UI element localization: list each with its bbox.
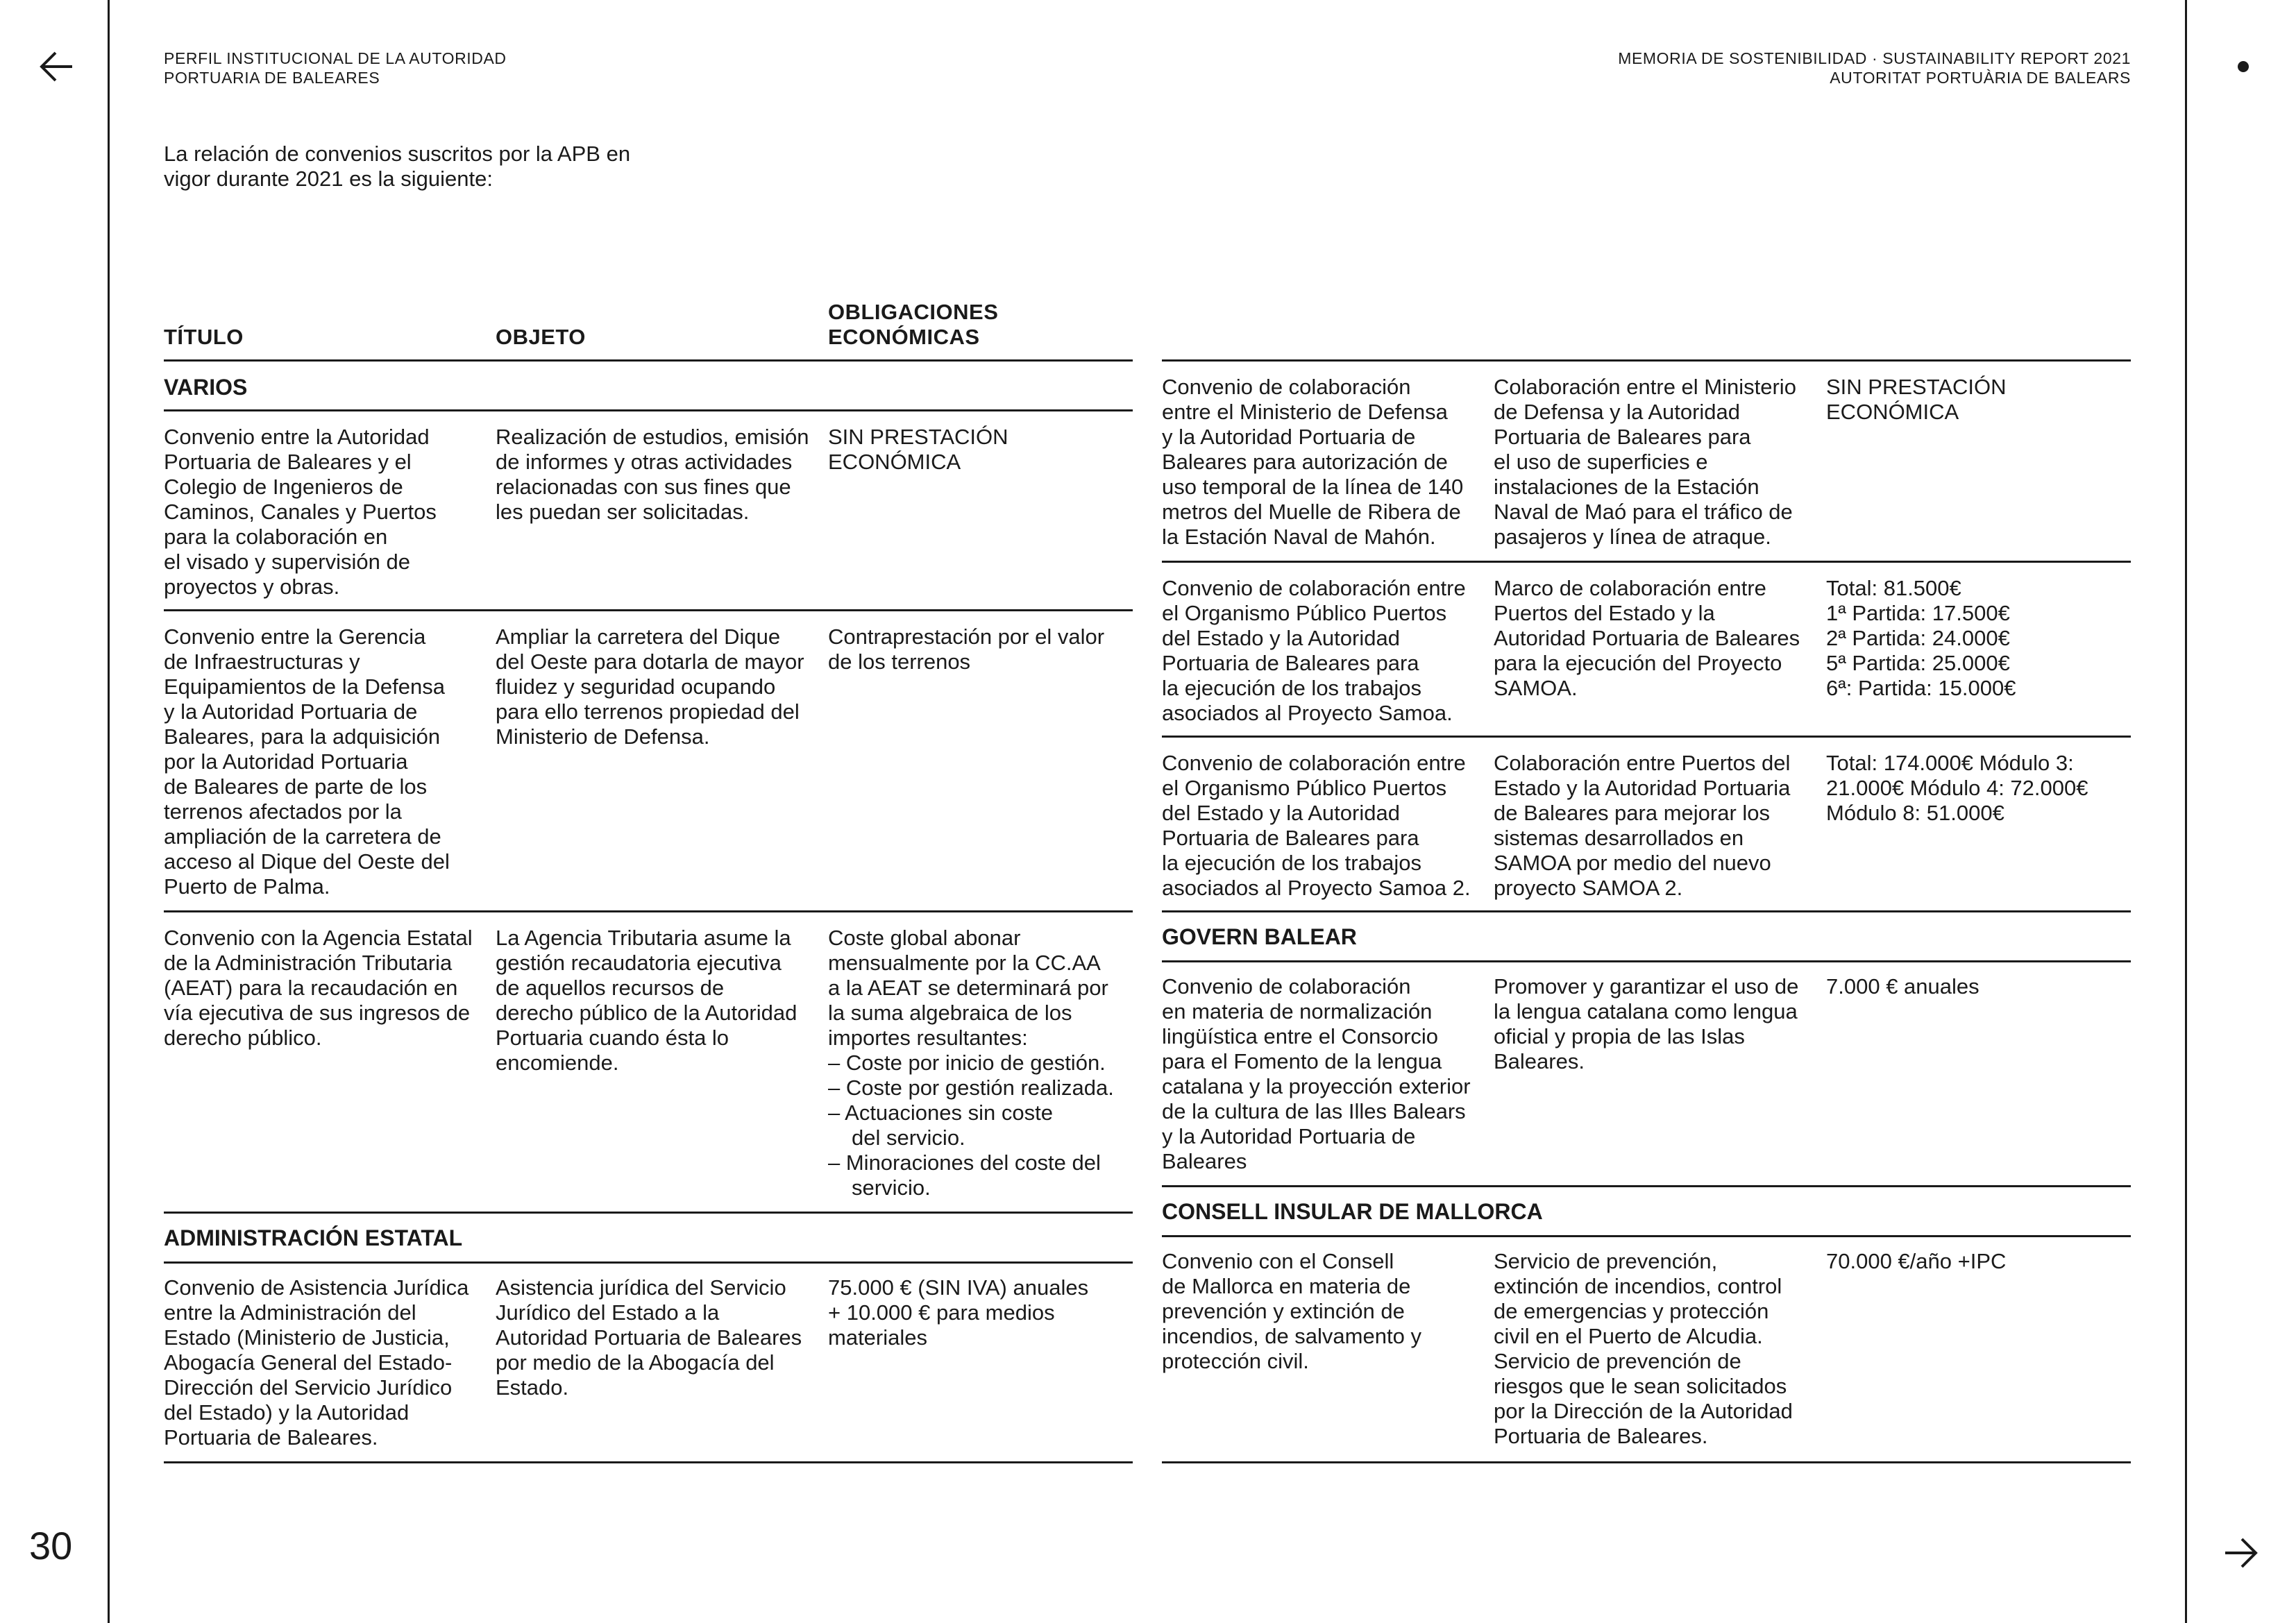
cell-line: Colaboración entre el Ministerio bbox=[1494, 375, 1796, 399]
cell-line: 2ª Partida: 24.000€ bbox=[1826, 626, 2010, 650]
cell-line: encomiende. bbox=[496, 1051, 619, 1075]
cell-line: Convenio con la Agencia Estatal bbox=[164, 926, 473, 950]
cell-line: para ello terrenos propiedad del bbox=[496, 699, 800, 724]
cell-line: oficial y propia de las Islas bbox=[1494, 1024, 1745, 1048]
cell-line: para la ejecución del Proyecto bbox=[1494, 651, 1782, 675]
bullet-line: – Coste por inicio de gestión. bbox=[828, 1051, 1106, 1075]
cell-line: Portuaria de Baleares. bbox=[164, 1425, 378, 1450]
cell-line: la ejecución de los trabajos bbox=[1162, 676, 1421, 700]
table-cell-obligaciones bbox=[1826, 576, 2016, 701]
right-margin-line bbox=[2185, 0, 2187, 1623]
cell-line: Estado (Ministerio de Justicia, bbox=[164, 1325, 450, 1350]
cell-line: derecho público de la Autoridad bbox=[496, 1001, 797, 1025]
table-rule bbox=[164, 609, 1133, 611]
bullet-line: – Coste por gestión realizada. bbox=[828, 1076, 1114, 1100]
cell-line: Autoridad Portuaria de Baleares bbox=[496, 1325, 802, 1350]
cell-line: catalana y la proyección exterior bbox=[1162, 1074, 1471, 1098]
table-cell-obligaciones bbox=[1826, 1249, 2006, 1274]
section-varios: VARIOS bbox=[164, 375, 248, 400]
cell-line: instalaciones de la Estación bbox=[1494, 475, 1759, 499]
section-administracion-estatal: ADMINISTRACIÓN ESTATAL bbox=[164, 1225, 463, 1250]
cell-line: en materia de normalización bbox=[1162, 999, 1433, 1023]
left-margin-line bbox=[108, 0, 110, 1623]
cell-line: el visado y supervisión de bbox=[164, 550, 410, 574]
cell-line: del Estado y la Autoridad bbox=[1162, 626, 1400, 650]
table-rule bbox=[164, 910, 1133, 912]
table-rule bbox=[1162, 736, 2131, 738]
table-cell-objeto bbox=[496, 624, 804, 749]
cell-line: civil en el Puerto de Alcudia. bbox=[1494, 1324, 1763, 1348]
cell-line: Caminos, Canales y Puertos bbox=[164, 500, 437, 524]
cell-line: para el Fomento de la lengua bbox=[1162, 1049, 1442, 1073]
cell-line: riesgos que le sean solicitados bbox=[1494, 1374, 1787, 1398]
cell-line: Convenio de colaboración bbox=[1162, 974, 1411, 999]
cell-line: pasajeros y línea de atraque. bbox=[1494, 525, 1771, 549]
cell-line: Ampliar la carretera del Dique bbox=[496, 624, 781, 649]
header-right-line1: MEMORIA DE SOSTENIBILIDAD · SUSTAINABILITY REPORT 2021 bbox=[1618, 49, 2131, 67]
cell-line: Colaboración entre Puertos del bbox=[1494, 751, 1791, 775]
table-cell-titulo bbox=[164, 624, 450, 899]
cell-line: Autoridad Portuaria de Baleares bbox=[1494, 626, 1800, 650]
cell-line: Marco de colaboración entre bbox=[1494, 576, 1766, 600]
cell-line: 6ª: Partida: 15.000€ bbox=[1826, 676, 2016, 700]
table-cell-obligaciones bbox=[828, 926, 1114, 1200]
cell-line: de Infraestructuras y bbox=[164, 649, 360, 674]
cell-line: acceso al Dique del Oeste del bbox=[164, 849, 450, 874]
cell-line: Baleares para autorización de bbox=[1162, 450, 1448, 474]
arrow-right-icon[interactable] bbox=[2224, 1536, 2260, 1570]
column-header-obligaciones bbox=[828, 300, 998, 350]
cell-line: Realización de estudios, emisión bbox=[496, 425, 809, 449]
cell-line: prevención y extinción de bbox=[1162, 1299, 1405, 1323]
cell-line: gestión recaudatoria ejecutiva bbox=[496, 951, 782, 975]
cell-line: Portuaria de Baleares. bbox=[1494, 1424, 1708, 1448]
header-right-line2: AUTORITAT PORTUÀRIA DE BALEARS bbox=[1830, 69, 2131, 87]
cell-line: Convenio de colaboración bbox=[1162, 375, 1411, 399]
table-cell-objeto bbox=[1494, 974, 1798, 1074]
cell-line: de la Administración Tributaria bbox=[164, 951, 453, 975]
table-cell-objeto bbox=[1494, 751, 1790, 901]
cell-line: relacionadas con sus fines que bbox=[496, 475, 791, 499]
table-cell-obligaciones bbox=[1826, 375, 2007, 425]
cell-line: ampliación de la carretera de bbox=[164, 824, 441, 849]
cell-line: 1ª Partida: 17.500€ bbox=[1826, 601, 2010, 625]
cell-line: Convenio entre la Autoridad bbox=[164, 425, 430, 449]
cell-line: y la Autoridad Portuaria de bbox=[1162, 425, 1416, 449]
cell-line: la lengua catalana como lengua bbox=[1494, 999, 1798, 1023]
column-header-titulo: TÍTULO bbox=[164, 325, 244, 349]
cell-line: por la Dirección de la Autoridad bbox=[1494, 1399, 1793, 1423]
table-cell-titulo bbox=[1162, 1249, 1421, 1374]
cell-line: sistemas desarrollados en bbox=[1494, 826, 1744, 850]
cell-line: la suma algebraica de los bbox=[828, 1001, 1072, 1025]
cell-line: Portuaria de Baleares para bbox=[1494, 425, 1751, 449]
cell-line: les puedan ser solicitadas. bbox=[496, 500, 750, 524]
table-rule bbox=[1162, 1185, 2131, 1187]
cell-line: ECONÓMICA bbox=[828, 450, 961, 474]
cell-line: Portuaria cuando ésta lo bbox=[496, 1026, 729, 1050]
cell-line: de la cultura de las Illes Balears bbox=[1162, 1099, 1466, 1123]
cell-line: derecho público. bbox=[164, 1026, 322, 1050]
cell-line: ECONÓMICA bbox=[1826, 400, 1959, 424]
cell-line: Convenio de colaboración entre bbox=[1162, 751, 1466, 775]
section-govern-balear: GOVERN BALEAR bbox=[1162, 924, 1357, 949]
cell-line: Abogacía General del Estado- bbox=[164, 1350, 453, 1375]
cell-line: SIN PRESTACIÓN bbox=[1826, 375, 2007, 399]
cell-line: Convenio de Asistencia Jurídica bbox=[164, 1275, 469, 1300]
table-cell-obligaciones bbox=[1826, 751, 2088, 826]
bullet-line: – Minoraciones del coste del bbox=[828, 1150, 1101, 1175]
table-rule bbox=[164, 1461, 1133, 1463]
table-rule bbox=[1162, 910, 2131, 912]
cell-line: 70.000 €/año +IPC bbox=[1826, 1249, 2007, 1273]
cell-line: proyectos y obras. bbox=[164, 575, 340, 599]
cell-line: Convenio entre la Gerencia bbox=[164, 624, 426, 649]
column-header-objeto: OBJETO bbox=[496, 325, 586, 349]
cell-line: Convenio de colaboración entre bbox=[1162, 576, 1466, 600]
table-cell-obligaciones bbox=[828, 624, 1104, 674]
cell-line: Jurídico del Estado a la bbox=[496, 1300, 720, 1325]
cell-line: del Estado y la Autoridad bbox=[1162, 801, 1400, 825]
cell-line: Contraprestación por el valor bbox=[828, 624, 1105, 649]
cell-line: Módulo 8: 51.000€ bbox=[1826, 801, 2004, 825]
table-cell-titulo bbox=[1162, 751, 1471, 901]
cell-line: de emergencias y protección bbox=[1494, 1299, 1769, 1323]
cell-line: entre el Ministerio de Defensa bbox=[1162, 400, 1448, 424]
cell-line: 21.000€ Módulo 4: 72.000€ bbox=[1826, 776, 2088, 800]
table-rule bbox=[164, 409, 1133, 411]
cell-line: Puerto de Palma. bbox=[164, 874, 330, 899]
table-cell-objeto bbox=[1494, 1249, 1793, 1449]
cell-line: proyecto SAMOA 2. bbox=[1494, 876, 1683, 900]
table-cell-objeto bbox=[496, 926, 797, 1076]
cell-line: Baleares, para la adquisición bbox=[164, 724, 441, 749]
table-cell-titulo bbox=[164, 926, 473, 1051]
cell-line: de informes y otras actividades bbox=[496, 450, 793, 474]
table-rule bbox=[1162, 960, 2131, 962]
cell-line: Servicio de prevención de bbox=[1494, 1349, 1741, 1373]
cell-line: extinción de incendios, control bbox=[1494, 1274, 1782, 1298]
arrow-left-icon[interactable] bbox=[37, 50, 74, 83]
cell-line: a la AEAT se determinará por bbox=[828, 976, 1108, 1000]
column-header-obligaciones-line1: OBLIGACIONES bbox=[828, 300, 999, 324]
table-rule bbox=[164, 359, 1133, 362]
cell-line: por medio de la Abogacía del bbox=[496, 1350, 775, 1375]
table-cell-objeto bbox=[1494, 375, 1796, 550]
cell-line: metros del Muelle de Ribera de bbox=[1162, 500, 1461, 524]
table-rule bbox=[1162, 561, 2131, 563]
table-cell-obligaciones bbox=[828, 1275, 1088, 1350]
table-cell-objeto bbox=[496, 425, 809, 525]
page-number: 30 bbox=[29, 1524, 73, 1567]
cell-line: incendios, de salvamento y bbox=[1162, 1324, 1421, 1348]
table-cell-obligaciones bbox=[828, 425, 1008, 475]
cell-line: materiales bbox=[828, 1325, 927, 1350]
cell-line: 7.000 € anuales bbox=[1826, 974, 1980, 999]
table-rule bbox=[1162, 1235, 2131, 1237]
cell-line: Colegio de Ingenieros de bbox=[164, 475, 403, 499]
cell-line: la Estación Naval de Mahón. bbox=[1162, 525, 1436, 549]
cell-line: Portuaria de Baleares para bbox=[1162, 651, 1419, 675]
table-cell-titulo bbox=[1162, 576, 1466, 726]
table-cell-obligaciones bbox=[1826, 974, 1980, 999]
cell-line: asociados al Proyecto Samoa. bbox=[1162, 701, 1453, 725]
cell-line: Servicio de prevención, bbox=[1494, 1249, 1718, 1273]
cell-line: mensualmente por la CC.AA bbox=[828, 951, 1101, 975]
cell-line: Total: 81.500€ bbox=[1826, 576, 1961, 600]
cell-line: Baleares. bbox=[1494, 1049, 1585, 1073]
table-cell-objeto bbox=[496, 1275, 802, 1400]
header-left-line2: PORTUARIA DE BALEARES bbox=[164, 69, 380, 87]
cell-line: (AEAT) para la recaudación en bbox=[164, 976, 458, 1000]
cell-line: asociados al Proyecto Samoa 2. bbox=[1162, 876, 1471, 900]
cell-line: de Defensa y la Autoridad bbox=[1494, 400, 1741, 424]
cell-line: 75.000 € (SIN IVA) anuales bbox=[828, 1275, 1089, 1300]
bullet-line: servicio. bbox=[852, 1175, 931, 1200]
table-rule bbox=[1162, 359, 2131, 362]
cell-line: terrenos afectados por la bbox=[164, 799, 402, 824]
cell-line: Ministerio de Defensa. bbox=[496, 724, 710, 749]
table-cell-titulo bbox=[164, 1275, 469, 1450]
cell-line: y la Autoridad Portuaria de bbox=[164, 699, 418, 724]
cell-line: el uso de superficies e bbox=[1494, 450, 1708, 474]
cell-line: de Mallorca en materia de bbox=[1162, 1274, 1411, 1298]
cell-line: Estado. bbox=[496, 1375, 569, 1400]
cell-line: por la Autoridad Portuaria bbox=[164, 749, 408, 774]
cell-line: el Organismo Público Puertos bbox=[1162, 776, 1447, 800]
cell-line: uso temporal de la línea de 140 bbox=[1162, 475, 1464, 499]
cell-line: el Organismo Público Puertos bbox=[1162, 601, 1447, 625]
cell-line: Estado y la Autoridad Portuaria bbox=[1494, 776, 1791, 800]
cell-line: para la colaboración en bbox=[164, 525, 388, 549]
header-right bbox=[1618, 49, 2131, 87]
cell-line: vía ejecutiva de sus ingresos de bbox=[164, 1001, 471, 1025]
cell-line: de los terrenos bbox=[828, 649, 971, 674]
cell-line: Convenio con el Consell bbox=[1162, 1249, 1394, 1273]
cell-line: de aquellos recursos de bbox=[496, 976, 725, 1000]
cell-line: protección civil. bbox=[1162, 1349, 1309, 1373]
section-consell-insular: CONSELL INSULAR DE MALLORCA bbox=[1162, 1199, 1543, 1224]
cell-line: + 10.000 € para medios bbox=[828, 1300, 1055, 1325]
cell-line: de Baleares para mejorar los bbox=[1494, 801, 1771, 825]
cell-line: SIN PRESTACIÓN bbox=[828, 425, 1008, 449]
cell-line: Puertos del Estado y la bbox=[1494, 601, 1715, 625]
cell-line: Naval de Maó para el tráfico de bbox=[1494, 500, 1793, 524]
bullet-line: del servicio. bbox=[852, 1125, 965, 1150]
table-cell-titulo bbox=[1162, 974, 1471, 1174]
intro-line: vigor durante 2021 es la siguiente: bbox=[164, 167, 493, 191]
intro-paragraph bbox=[164, 142, 664, 192]
cell-line: Asistencia jurídica del Servicio bbox=[496, 1275, 786, 1300]
cell-line: SAMOA por medio del nuevo bbox=[1494, 851, 1771, 875]
table-rule bbox=[1162, 1461, 2131, 1463]
intro-line: La relación de convenios suscritos por la APB en bbox=[164, 142, 631, 166]
cell-line: de Baleares de parte de los bbox=[164, 774, 428, 799]
cell-line: y la Autoridad Portuaria de bbox=[1162, 1124, 1416, 1148]
cell-line: entre la Administración del bbox=[164, 1300, 416, 1325]
table-cell-titulo bbox=[164, 425, 437, 600]
page-indicator-dot bbox=[2238, 61, 2249, 72]
cell-line: Dirección del Servicio Jurídico bbox=[164, 1375, 453, 1400]
cell-line: Portuaria de Baleares para bbox=[1162, 826, 1419, 850]
cell-line: Equipamientos de la Defensa bbox=[164, 674, 445, 699]
table-cell-titulo bbox=[1162, 375, 1463, 550]
cell-line: Portuaria de Baleares y el bbox=[164, 450, 412, 474]
cell-line: Coste global abonar bbox=[828, 926, 1021, 950]
cell-line: La Agencia Tributaria asume la bbox=[496, 926, 791, 950]
cell-line: importes resultantes: bbox=[828, 1026, 1028, 1050]
bullet-line: – Actuaciones sin coste bbox=[828, 1101, 1053, 1125]
table-rule bbox=[164, 1261, 1133, 1264]
cell-line: SAMOA. bbox=[1494, 676, 1578, 700]
table-cell-objeto bbox=[1494, 576, 1800, 701]
header-left-line1: PERFIL INSTITUCIONAL DE LA AUTORIDAD bbox=[164, 49, 507, 67]
table-rule bbox=[164, 1212, 1133, 1214]
cell-line: del Oeste para dotarla de mayor bbox=[496, 649, 804, 674]
cell-line: Baleares bbox=[1162, 1149, 1247, 1173]
cell-line: la ejecución de los trabajos bbox=[1162, 851, 1421, 875]
cell-line: Promover y garantizar el uso de bbox=[1494, 974, 1799, 999]
cell-line: del Estado) y la Autoridad bbox=[164, 1400, 410, 1425]
cell-line: Total: 174.000€ Módulo 3: bbox=[1826, 751, 2074, 775]
column-header-obligaciones-line2: ECONÓMICAS bbox=[828, 325, 980, 349]
cell-line: fluidez y seguridad ocupando bbox=[496, 674, 776, 699]
cell-line: lingüística entre el Consorcio bbox=[1162, 1024, 1439, 1048]
header-left bbox=[164, 49, 507, 87]
cell-line: 5ª Partida: 25.000€ bbox=[1826, 651, 2010, 675]
